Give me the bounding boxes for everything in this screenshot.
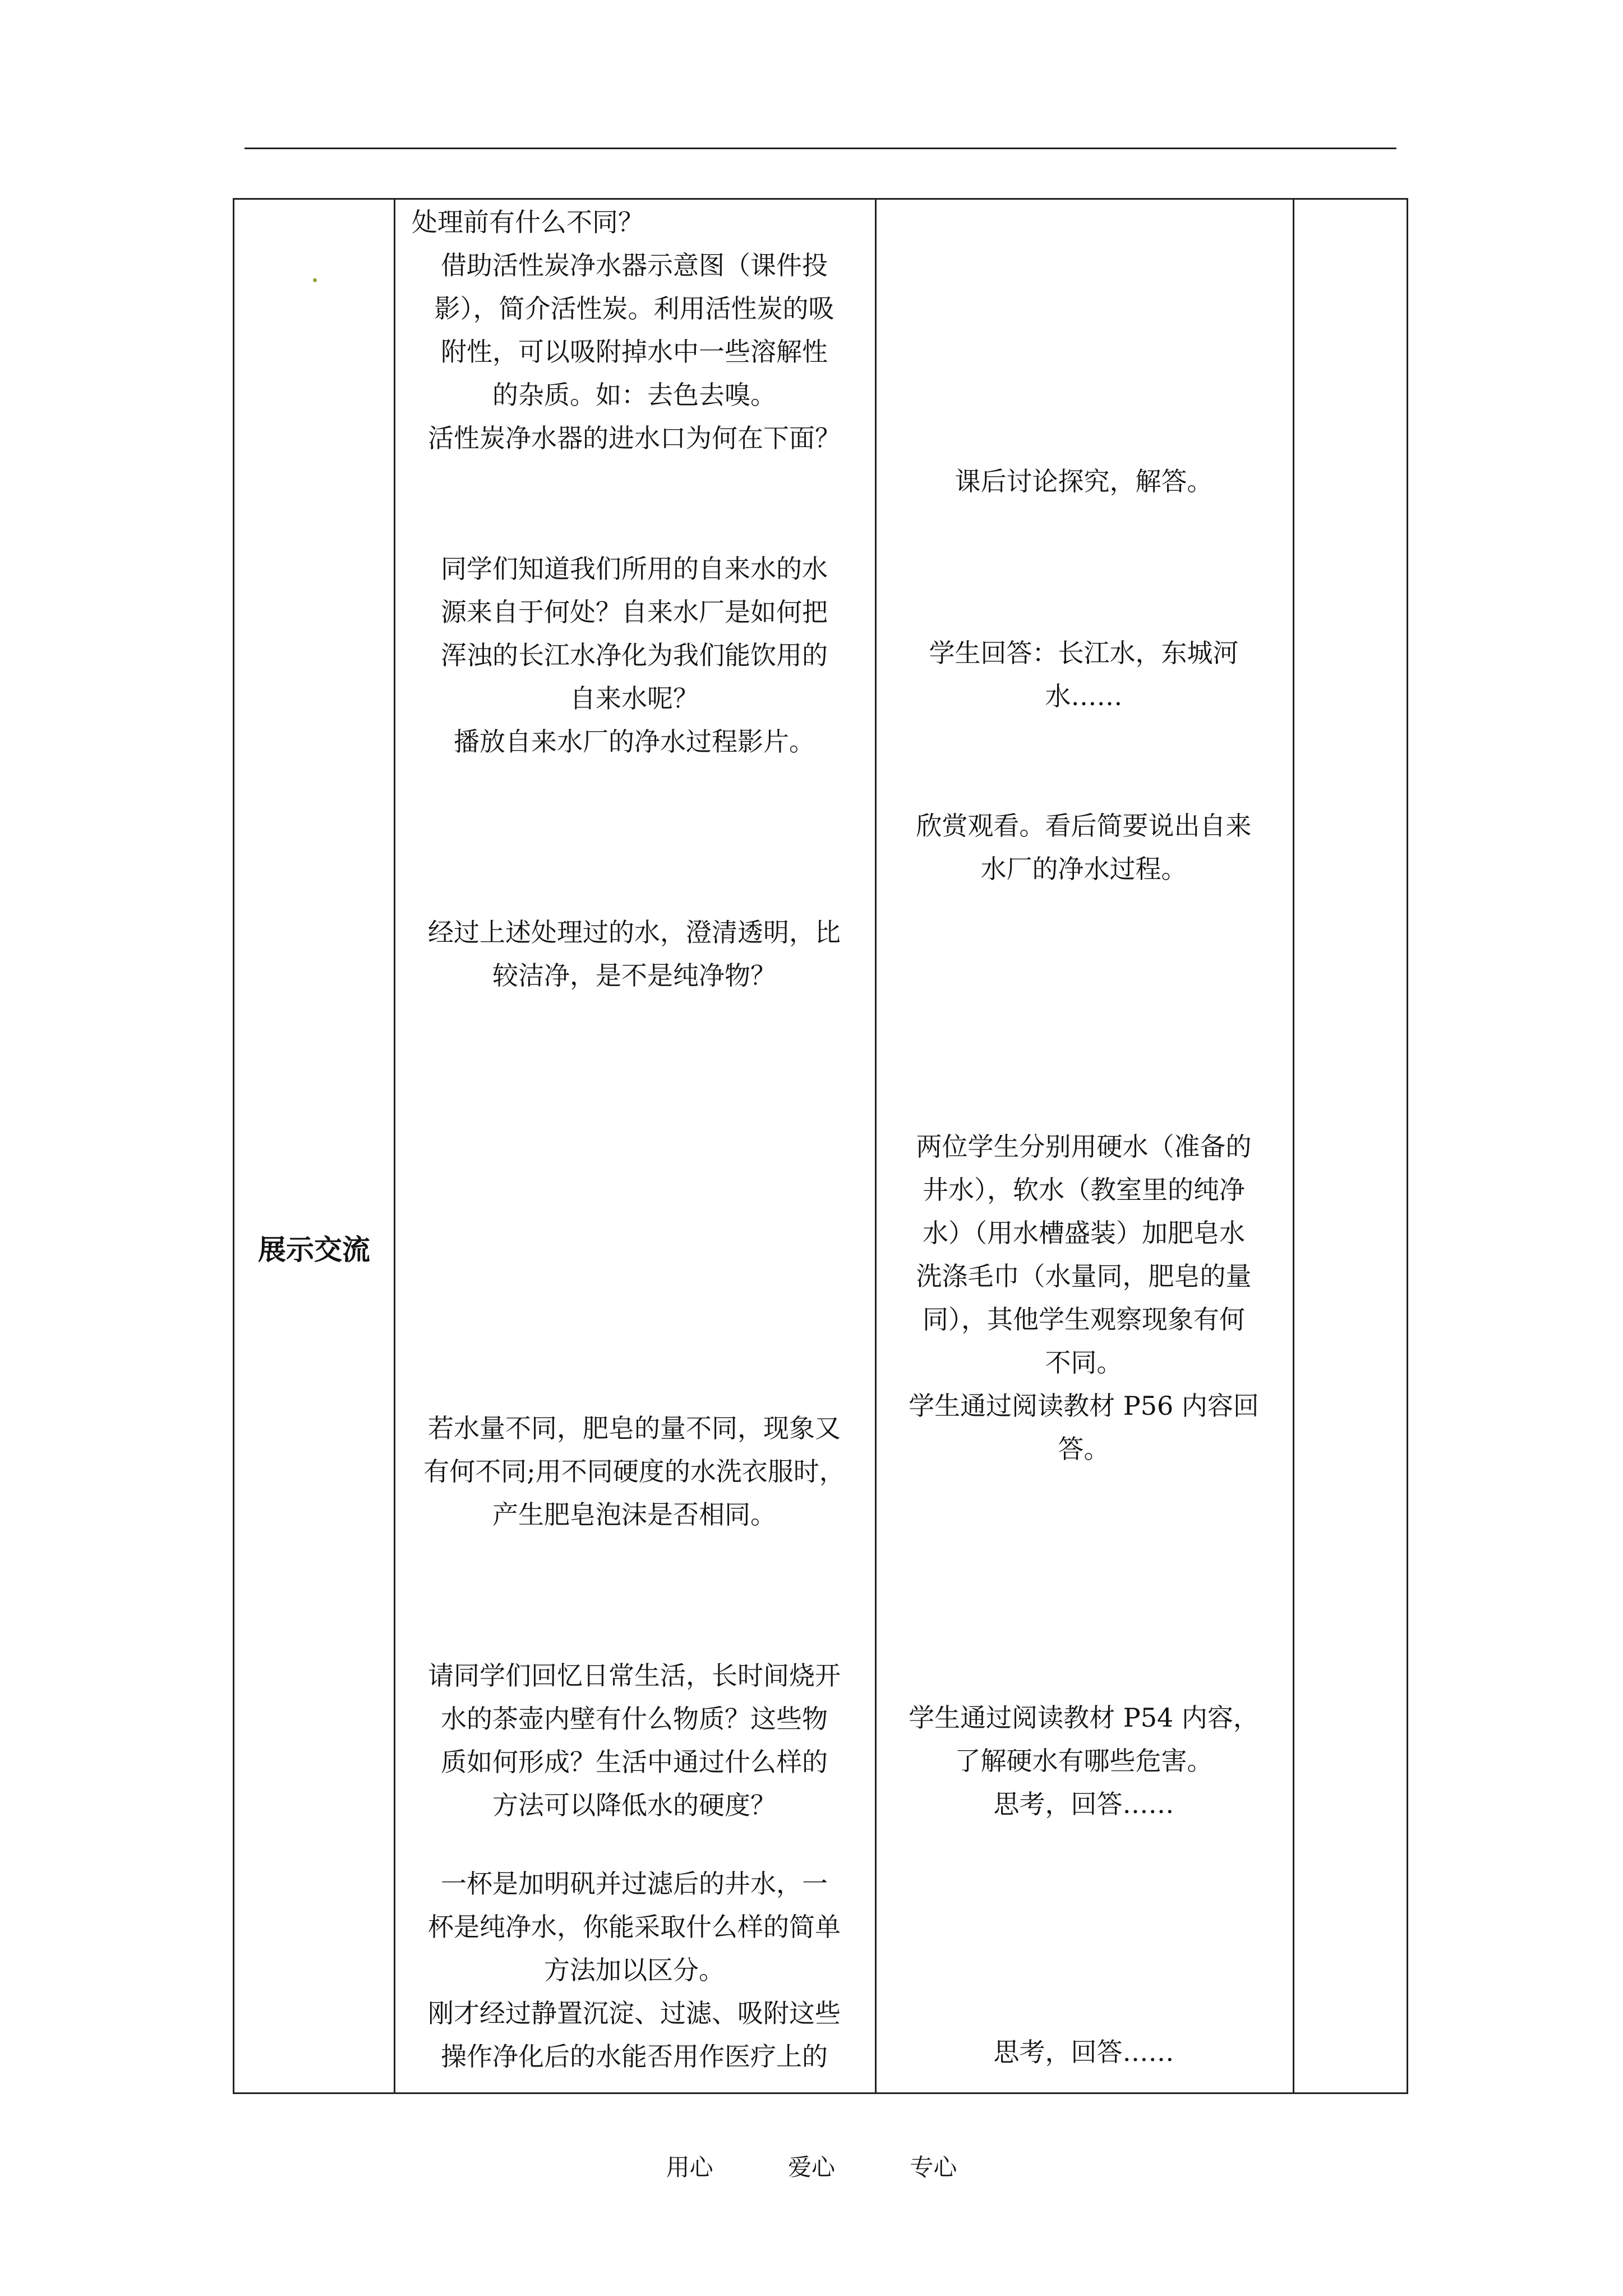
text-line: 两位学生分别用硬水（准备的: [916, 1131, 1252, 1162]
column-divider-1: [394, 200, 395, 2092]
text-line: 产生肥皂泡沫是否相同。: [492, 1499, 776, 1530]
column-divider-2: [875, 200, 877, 2092]
teacher-block-2: [400, 547, 868, 763]
text-line: 方法可以降低水的硬度？: [492, 1790, 776, 1820]
text-line: 经过上述处理过的水，澄清透明，比: [428, 917, 841, 947]
text-line: 同学们知道我们所用的自来水的水: [441, 554, 828, 584]
student-block-6: [882, 2031, 1286, 2074]
text-line: 方法加以区分。: [544, 1955, 725, 1985]
text-line: 刚才经过静置沉淀、过滤、吸附这些: [428, 1998, 841, 2028]
text-line: 有何不同;用不同硬度的水洗衣服时，: [423, 1456, 845, 1487]
text-line: 杯是纯净水，你能采取什么样的简单: [428, 1912, 841, 1942]
teacher-block-5: [400, 1654, 868, 1827]
text-line: 的杂质。如：去色去嗅。: [492, 380, 776, 410]
page-footer: [0, 2151, 1623, 2184]
teacher-block-1: [400, 201, 868, 460]
stray-dot: [313, 278, 317, 282]
text-line: 浑浊的长江水净化为我们能饮用的: [441, 640, 828, 670]
footer-word: 专心: [910, 2154, 957, 2181]
text-line: 欣赏观看。看后简要说出自来: [916, 811, 1252, 841]
student-block-4: [882, 1125, 1286, 1471]
text-line: 同），其他学生观察现象有何: [923, 1304, 1245, 1335]
text-line: 质如何形成？生活中通过什么样的: [441, 1747, 828, 1777]
text-line: 影），简介活性炭。利用活性炭的吸: [434, 293, 834, 324]
text-line: 学生通过阅读教材 P54 内容，: [909, 1703, 1259, 1733]
teacher-block-4: [400, 1407, 868, 1536]
text-line: 思考，回答……: [993, 1789, 1174, 1819]
text-line: 不同。: [1045, 1347, 1123, 1378]
text-line: 水厂的净水过程。: [980, 854, 1187, 884]
text-line: 井水），软水（教室里的纯净: [923, 1175, 1245, 1205]
text-line: 一杯是加明矾并过滤后的井水，一: [441, 1869, 828, 1899]
teacher-block-3: [400, 911, 868, 997]
student-block-3: [882, 804, 1286, 891]
text-line: 学生回答：长江水，东城河: [929, 638, 1239, 668]
text-line: 学生通过阅读教材 P56 内容回: [909, 1391, 1259, 1421]
text-line: 若水量不同，肥皂的量不同，现象又: [428, 1413, 841, 1443]
text-line: 水的茶壶内壁有什么物质？这些物: [441, 1704, 828, 1734]
text-line: 请同学们回忆日常生活，长时间烧开: [428, 1660, 841, 1691]
text-line: 洗涤毛巾（水量同，肥皂的量: [916, 1261, 1252, 1291]
footer-word: 用心: [666, 2154, 713, 2181]
text-line: 自来水呢？: [570, 683, 699, 714]
text-line: 了解硬水有哪些危害。: [955, 1746, 1213, 1776]
stage-label: 展示交流: [258, 1234, 370, 1266]
student-block-1: [882, 460, 1286, 503]
text-line: 答。: [1058, 1434, 1110, 1464]
text-line: 课后讨论探究，解答。: [955, 466, 1213, 496]
text-line: 思考，回答……: [993, 2037, 1174, 2067]
teacher-block-6: [400, 1862, 868, 2078]
lesson-table: [233, 198, 1408, 2094]
text-line: 操作净化后的水能否用作医疗上的: [441, 2041, 828, 2072]
student-block-2: [882, 632, 1286, 718]
text-line: 水）（用水槽盛装）加肥皂水: [923, 1218, 1245, 1248]
text-line: 活性炭净水器的进水口为何在下面？: [428, 423, 841, 453]
text-line: 借助活性炭净水器示意图（课件投: [441, 250, 828, 280]
text-line: 附性，可以吸附掉水中一些溶解性: [441, 337, 828, 367]
header-rule: [245, 148, 1396, 149]
column-divider-3: [1293, 200, 1294, 2092]
text-line: 水……: [1045, 681, 1123, 711]
text-line: 较洁净，是不是纯净物？: [492, 960, 776, 991]
text-line: 播放自来水厂的净水过程影片。: [454, 726, 815, 757]
student-block-5: [882, 1696, 1286, 1826]
text-line: 源来自于何处？自来水厂是如何把: [441, 597, 828, 627]
footer-word: 爱心: [787, 2154, 835, 2181]
text-line: 处理前有什么不同？: [412, 207, 644, 237]
